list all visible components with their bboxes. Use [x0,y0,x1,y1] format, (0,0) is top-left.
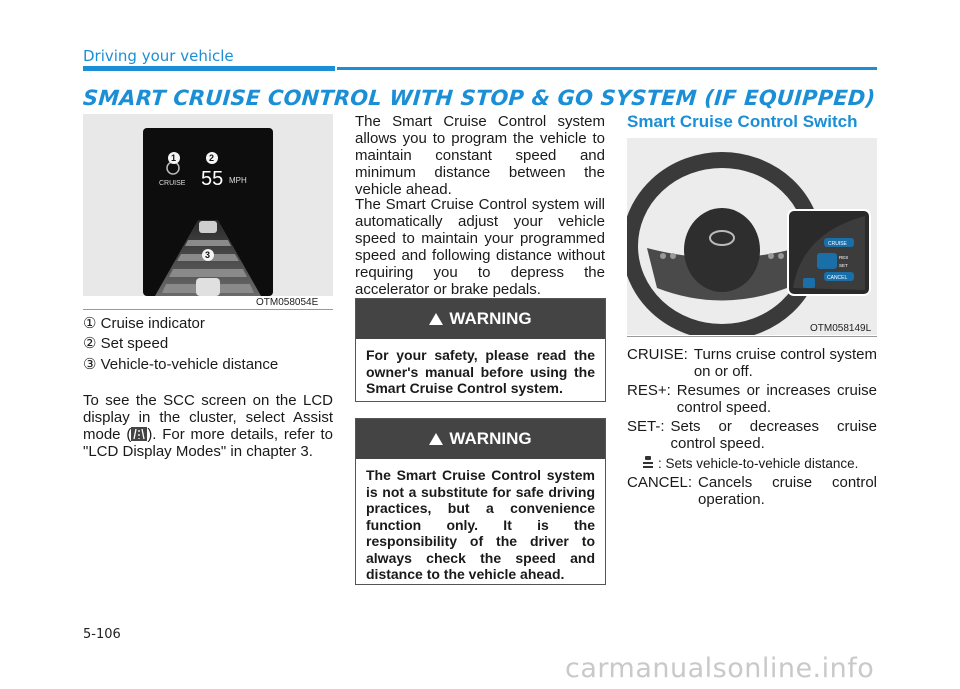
cluster-illustration [143,128,273,296]
warning-box [355,418,606,585]
section-header: Driving your vehicle [83,47,234,65]
intro-paragraph-2: The Smart Cruise Control system will automatically adjust your vehicle speed to maintain your programmed speed and following distance without requiring you to depress the accelerator or brake pedals. [355,196,605,298]
page-number: 5-106 [83,627,121,642]
steering-wheel-illustration [627,138,877,335]
header-rule-thin [337,67,877,70]
definition-cancel: CANCEL: Cancels cruise control operation. [627,474,877,508]
caption-rule [627,336,877,337]
svg-text:CRUISE: CRUISE [828,241,847,247]
figure-caption: OTM058054E [256,297,319,308]
assist-mode-icon [131,427,147,441]
distance-icon [642,456,654,470]
definition-cruise: CRUISE: Turns cruise control system on or off. [627,346,877,380]
own-car [196,278,220,296]
distance-switch [803,278,815,288]
cruise-label: CRUISE [159,180,186,187]
svg-text:SET: SET [839,263,848,268]
wheel-hub [684,208,760,292]
svg-text:CANCEL: CANCEL [827,275,848,281]
intro-paragraph: The Smart Cruise Control system allows you to program the vehicle to maintain constant speed and minimum distance between the vehicle ahead. [355,113,605,198]
svg-text:2: 2 [209,153,215,163]
warning-header: WARNING [356,419,605,459]
warning-icon [429,313,443,325]
warning-box [355,298,606,402]
res-set-switch [817,253,837,269]
definition-distance: : Sets vehicle-to-vehicle distance. [642,455,882,472]
cluster-display [143,128,273,296]
list-item: ② Set speed [83,335,169,352]
svg-text:3: 3 [205,250,211,260]
warning-header: WARNING [356,299,605,339]
svg-text:1: 1 [171,153,177,163]
figure-caption: OTM058149L [810,323,872,334]
list-item: ① Cruise indicator [83,315,205,332]
warning-text: For your safety, please read the owner's manual before using the Smart Cruise Control system. [366,347,595,396]
speed-unit: MPH [229,176,247,185]
site-watermark: carmanualsonline.info [565,653,875,684]
warning-icon [429,433,443,445]
page-title: SMART CRUISE CONTROL WITH STOP & GO SYSTEM (IF EQUIPPED) [82,86,877,110]
lead-car [199,221,217,233]
assist-mode-paragraph: To see the SCC screen on the LCD display in the cluster, select Assist mode ( ). For more details, refer to "LCD Display Modes" in chapter 3. [83,392,333,460]
section-subheading: Smart Cruise Control Switch [627,112,858,131]
distance-bar [185,240,231,246]
steering-wheel-figure [627,138,877,335]
warning-text: The Smart Cruise Control system is not a substitute for safe driving practices, but a convenience function only. It is the responsibility of the driver to always check the speed and distance to the vehicle ahead. [366,467,595,582]
set-speed-value: 55 [201,168,224,190]
distance-bar [169,269,247,277]
svg-text:RES: RES [839,255,849,260]
definition-res: RES+: Resumes or increases cruise control speed. [627,382,877,416]
caption-rule [83,309,333,310]
list-item: ③ Vehicle-to-vehicle distance [83,356,279,373]
header-rule-thick [83,66,335,71]
definition-set: SET-: Sets or decreases cruise control speed. [627,418,877,452]
